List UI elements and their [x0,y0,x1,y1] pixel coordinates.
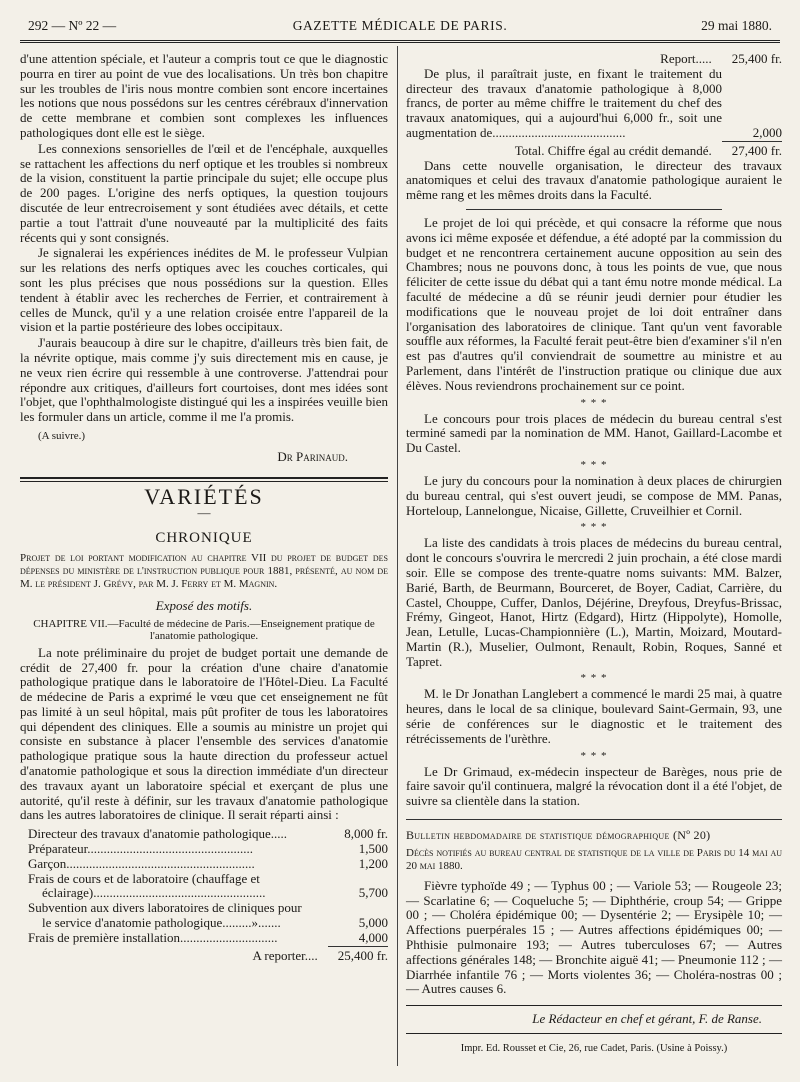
deces-title: Décès notifiés au bureau central de statistique de la ville de Paris du 14 mai au 20 mai 1880. [406,846,782,872]
section-rule [20,477,388,482]
budget-row: éclairage)..................................................... 5,700 [42,885,388,901]
section-title: VARIÉTÉS [144,483,264,509]
journal-title: GAZETTE MÉDICALE DE PARIS. [292,18,508,33]
a-reporter-row [20,949,388,964]
section-dash: — [197,505,211,521]
total-amount: 27,400 fr. [731,142,782,158]
stars-separator: * * * [580,396,608,409]
budget-row: le service d'anatomie pathologique.........»....... 5,000 [42,915,388,931]
paragraph: De plus, il paraîtrait juste, en fixant le traitement du directeur des travaux d'anatomie pathologique à 8,000 francs, de porter au même chiffre le traitement du chef des travaux anatomiques, qui a aujourd'hui 6,000 fr., soit une augmentation de......................................... [406,65,722,140]
budget-row: Frais de première installation.............................. 4,000 [28,929,388,945]
stars-separator: * * * [580,521,608,534]
budget-table [20,827,388,963]
a-suivre: (A suivre.) [38,429,86,442]
page-number: 292 — Nº 22 — [28,18,117,33]
paragraph: La note préliminaire du projet de budget portait une demande de crédit de 27,400 fr. pour la création d'une chaire d'anatomie pathologique pratique dans le laboratoire de l'Hôtel-Dieu. La Faculté de médecine de Paris a exprimé le vœu que cet enseignement ne fût pas limité à un seul hôpital, mais pût profiter de tous les laboratoires qui dépendent des cliniques. Elle a soumis au ministre un projet qui consiste en substance à placer l'ensemble des services d'anatomie pathologique pratique sous la haute direction du professeur actuel d'anatomie pathologique et sous la direction immédiate d'un directeur des travaux ayant un laboratoire spécial et exerçant de plus une autorité, qu'il reste à définir, sur les travaux d'anatomie pathologique dans les autres laboratoires de clinique. Il serait réparti ainsi : [20,644,388,823]
a-reporter-amount: 25,400 fr. [337,947,388,963]
divider [406,1033,782,1034]
report-amount: 25,400 fr. [731,51,782,66]
paragraph: M. le Dr Jonathan Langlebert a commencé le mardi 25 mai, à quatre heures, dans le local de sa clinique, boulevard Saint-Germain, 93, une série de conférences sur le diagnostic et le traitement des rétrécissements de l'urèthre. [406,686,782,746]
projet-title: Projet de loi portant modification au chapitre VII du projet de budget des dépenses du ministère de l'instruction publique pour 1881, présenté, au nom de M. le président J. Grévy, par M. J. Ferry et M. Magnin. [20,551,388,590]
divider [406,819,782,820]
total-row [406,144,782,159]
augmentation-amount: 2,000 [722,126,782,142]
total-label: Total. Chiffre égal au crédit demandé. [514,142,712,158]
stars-separator: * * * [580,749,608,762]
column-divider [397,46,398,1066]
divider [406,1005,782,1006]
page-header [28,16,772,38]
budget-row: Garçon.......................................................... 1,200 [28,855,388,871]
paragraph: Le concours pour trois places de médecin du bureau central s'est terminé samedi par la nomination de MM. Hanot, Gaillard-Lacombe et Du Castel. [406,410,782,456]
budget-row: Frais de cours et de laboratoire (chauffage et [28,870,260,886]
paragraph: J'aurais beaucoup à dire sur le chapitre, d'ailleurs très bien fait, de la névrite optique, mais comme j'y suis directement mis en cause, je ne veux rien écrire qui ressemble à une controverse. J'attendrai pour répondre aux critiques, d'ailleurs fort courtoises, dont mes idées sont l'objet, que l'ophthalmologiste distingué qui les a inspirées veuille bien les formuler dans un article, comme il me l'a promis. [20,335,388,425]
paragraph: Les connexions sensorielles de l'œil et de l'encéphale, auxquelles se rattachent les affections du nerf optique et les troubles si nombreux de la vision, constituent la partie principale du sujet; elle occupe plus de 200 pages. L'origine des nerfs optiques, la question toujours discutée de leur entrecroisement y sont étudiées avec détails, et cette partie a tout l'attrait d'une nouveauté par la multiplicité des faits récents qui y sont consignés. [20,140,388,245]
header-rule [20,40,780,43]
issue-date: 29 mai 1880. [701,18,772,33]
paragraph: La liste des candidats à trois places de médecins du bureau central, dont le concours s'ouvrira le mercredi 2 juin prochain, a été close mardi soir. Elle se compose des trente-quatre noms suivants: MM. Balzer, Barié, Barth, de Beurmann, Bourceret, de Boyer, Cadiat, Carrière, du Castel, Chouppe, Cuffer, Danlos, Déjérine, Dreyfous, Dreyfus-Brissac, Frémy, Gingeot, Hanot, Hirtz (Edgard), Hirtz (Hippolyte), Homolle, Jean, Letulle, Lucas-Championnière (L.), Martin, Moizard, Moutard-Martin (R.), Muselier, Oulmont, Renault, Robin, Roques, Sanné et Tapret. [406,535,782,669]
imprimerie: Impr. Ed. Rousset et Cie, 26, rue Cadet, Paris. (Usine à Poissy.) [460,1043,728,1055]
paragraph: Le projet de loi qui précède, et qui consacre la réforme que nous avons ici même exposée et défendue, a été adopté par la commission du budget et ne rencontrera certainement aucune opposition au sein des Chambres; nous ne pouvons donc, à tous les points de vue, que nous féliciter de cette issue du débat qui a tant ému notre monde médical. La faculté de médecine a dû se réunir jeudi dernier pour étudier les modifications que le nouveau projet de loi doit entraîner dans l'organisation des laboratoires de clinique. Tant qu'un vent favorable souffle aux réformes, la Faculté ferait peut-être bien d'examiner s'il n'en est pas d'autres qu'il conviendrait de soumettre au ministre et au Parlement, dans l'intérêt de l'instruction pratique ou clinique due aux élèves. Nous reviendrons prochainement sur ce point. [406,214,782,393]
a-reporter-label: A reporter.... [252,947,318,963]
budget-row: Directeur des travaux d'anatomie pathologique..... 8,000 fr. [28,826,388,842]
stars-separator: * * * [580,672,608,685]
report-paragraph-block [406,67,782,142]
paragraph: Le Dr Grimaud, ex-médecin inspecteur de Barèges, nous prie de faire savoir qu'il continuera, malgré la révocation dont il a été l'objet, de suivre sa clientèle dans la station. [406,763,782,809]
stars-separator: * * * [580,458,608,471]
chronique-heading: CHRONIQUE [155,530,253,547]
redacteur: Le Rédacteur en chef et gérant, F. de Ranse. [532,1011,762,1027]
paragraph: d'une attention spéciale, et l'auteur a compris tout ce que le diagnostic pourra en tirer au point de vue des localisations. Un très bon chapitre sur les troubles de l'iris nous montre combien sont encore incertaines les notions que nous possédons sur les centres cérébraux d'innervation de cette membrane et combien sont complexes les influences pathologiques dont elle est le siège. [20,51,388,140]
report-row [406,52,782,67]
right-column [406,52,782,1057]
budget-row: Préparateur................................................... 1,500 [28,841,388,857]
signature: Dr Parinaud. [277,448,348,464]
stats-paragraph: Fièvre typhoïde 49 ; — Typhus 00 ; — Variole 53; — Rougeole 23; — Scarlatine 6; — Coqueluche 5; — Diphthérie, croup 54; — Grippe 00 ; — Choléra épidémique 00; — Dysentérie 2; — Erysipèle 10; — Affections puerpérales 15 ; — Autres affections épidémiques 00; — Phthisie pulmonaire 193; — Autres tuberculoses 67; — Autres affections générales 148; — Bronchite aiguë 41; — Pneumonie 112 ; — Diarrhée infantile 76 ; — Morts violentes 36; — Choléra-nostras 00 ; — Autres causes 6. [406,877,782,997]
report-label: Report..... [660,51,712,66]
divider [466,209,722,210]
chapitre-heading: CHAPITRE VII.—Faculté de médecine de Paris.—Enseignement pratique de l'anatomie pathologique. [33,617,375,642]
left-column [20,52,388,963]
bulletin-title: Bulletin hebdomadaire de statistique démographique (Nº 20) [406,828,711,843]
paragraph: Le jury du concours pour la nomination à deux places de chirurgien du bureau central, qui s'est ouvert jeudi, se compose de MM. Panas, Horteloup, Lannelongue, Nicaise, Gillette, Cruveilhier et Cornil. [406,472,782,518]
paragraph: Dans cette nouvelle organisation, le directeur des travaux anatomiques et celui des travaux d'anatomie pathologique auraient le même rang et les mêmes droits dans la Faculté. [406,157,782,203]
budget-row: Subvention aux divers laboratoires de cliniques pour [28,900,302,916]
expose-title: Exposé des motifs. [155,597,253,613]
paragraph: Je signalerai les expériences inédites de M. le professeur Vulpian sur les relations des nerfs optiques avec les couches corticales, qui sont les plus précises que nous possédions sur la question. Elles tendent à établir avec les recherches de Ferrier, et contrairement à celles de Munck, qu'il y a une relation croisée entre l'appareil de la vision et la partie postérieure des lobes occipitaux. [20,245,388,335]
